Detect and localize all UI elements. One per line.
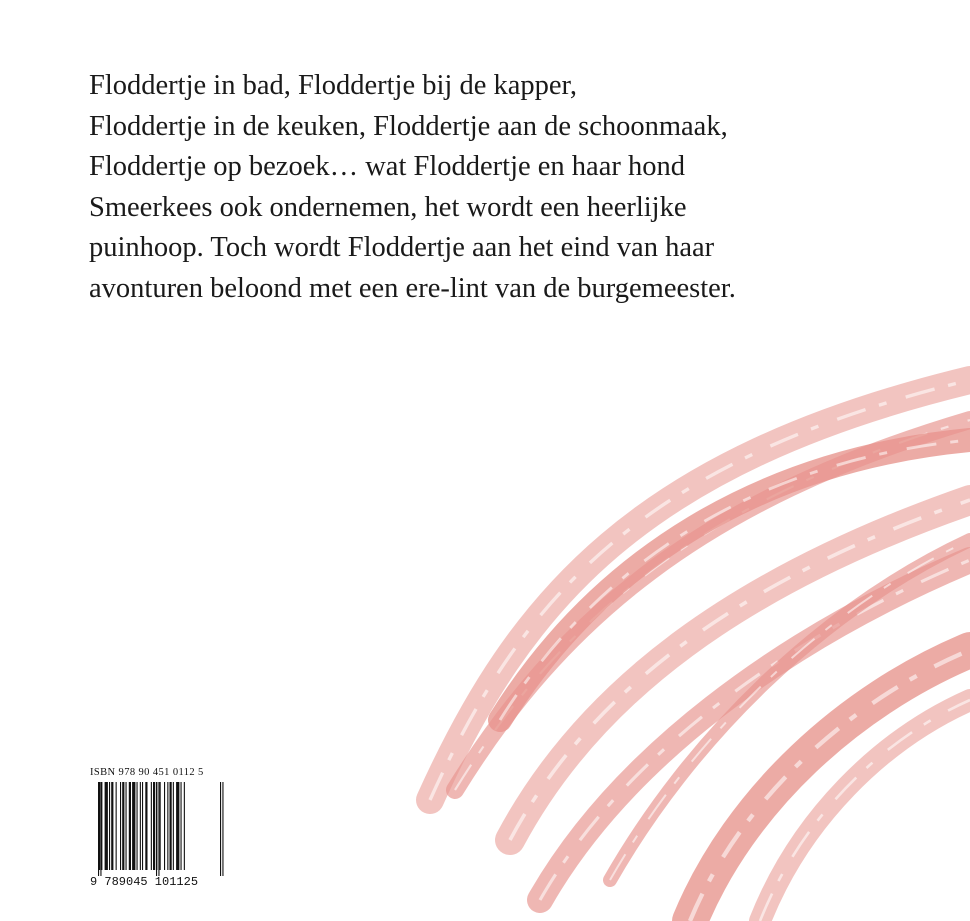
barcode-guard-bar [158,782,159,876]
barcode-bar [132,782,135,870]
barcode-bar [170,782,172,870]
blurb-line: Floddertje in de keuken, Floddertje aan de schoonmaak, [89,110,728,142]
barcode-bar [151,782,152,870]
brush-stroke [760,700,970,921]
barcode-bar [140,782,141,870]
barcode-digits: 9 789045 101125 [90,875,199,888]
barcode-bar [176,782,179,870]
blurb-line: Floddertje in bad, Floddertje bij de kapper, [89,70,577,101]
barcode-bar [145,782,147,870]
barcode-bar [153,782,155,870]
barcode-bar [181,782,182,870]
blurb-line: puinhoop. Toch wordt Floddertje aan het eind van haar [89,232,715,264]
isbn-label: ISBN 978 90 451 0112 5 [90,767,204,778]
barcode-bar [129,782,131,870]
blurb-line: Floddertje op bezoek… wat Floddertje en haar hond [89,151,685,183]
barcode-bar [167,782,168,870]
brush-streak [760,700,970,921]
isbn-barcode [88,780,228,888]
blurb-line: Smeerkees ook ondernemen, het wordt een heerlijke [89,191,687,223]
barcode-bar [109,782,110,870]
barcode-guard-bar [222,782,223,876]
barcode-bar [105,782,108,870]
barcode-bar [160,782,161,870]
barcode-bar [120,782,121,870]
barcode-bar [137,782,138,870]
barcode-bar [126,782,127,870]
barcode-bar [122,782,124,870]
cover-blurb [89,66,919,310]
blurb-line: avonturen beloond met een ere-lint van de burgemeester. [89,272,736,304]
barcode-bar [173,782,174,870]
barcode-bar [164,782,165,870]
barcode-bar [184,782,185,870]
barcode-bar [116,782,117,870]
barcode-guard-bar [100,782,101,876]
barcode-bar [111,782,113,870]
barcode-guard-bar [98,782,99,876]
barcode-bar [142,782,143,870]
barcode-guard-bar [220,782,221,876]
barcode-guard-bar [156,782,157,876]
